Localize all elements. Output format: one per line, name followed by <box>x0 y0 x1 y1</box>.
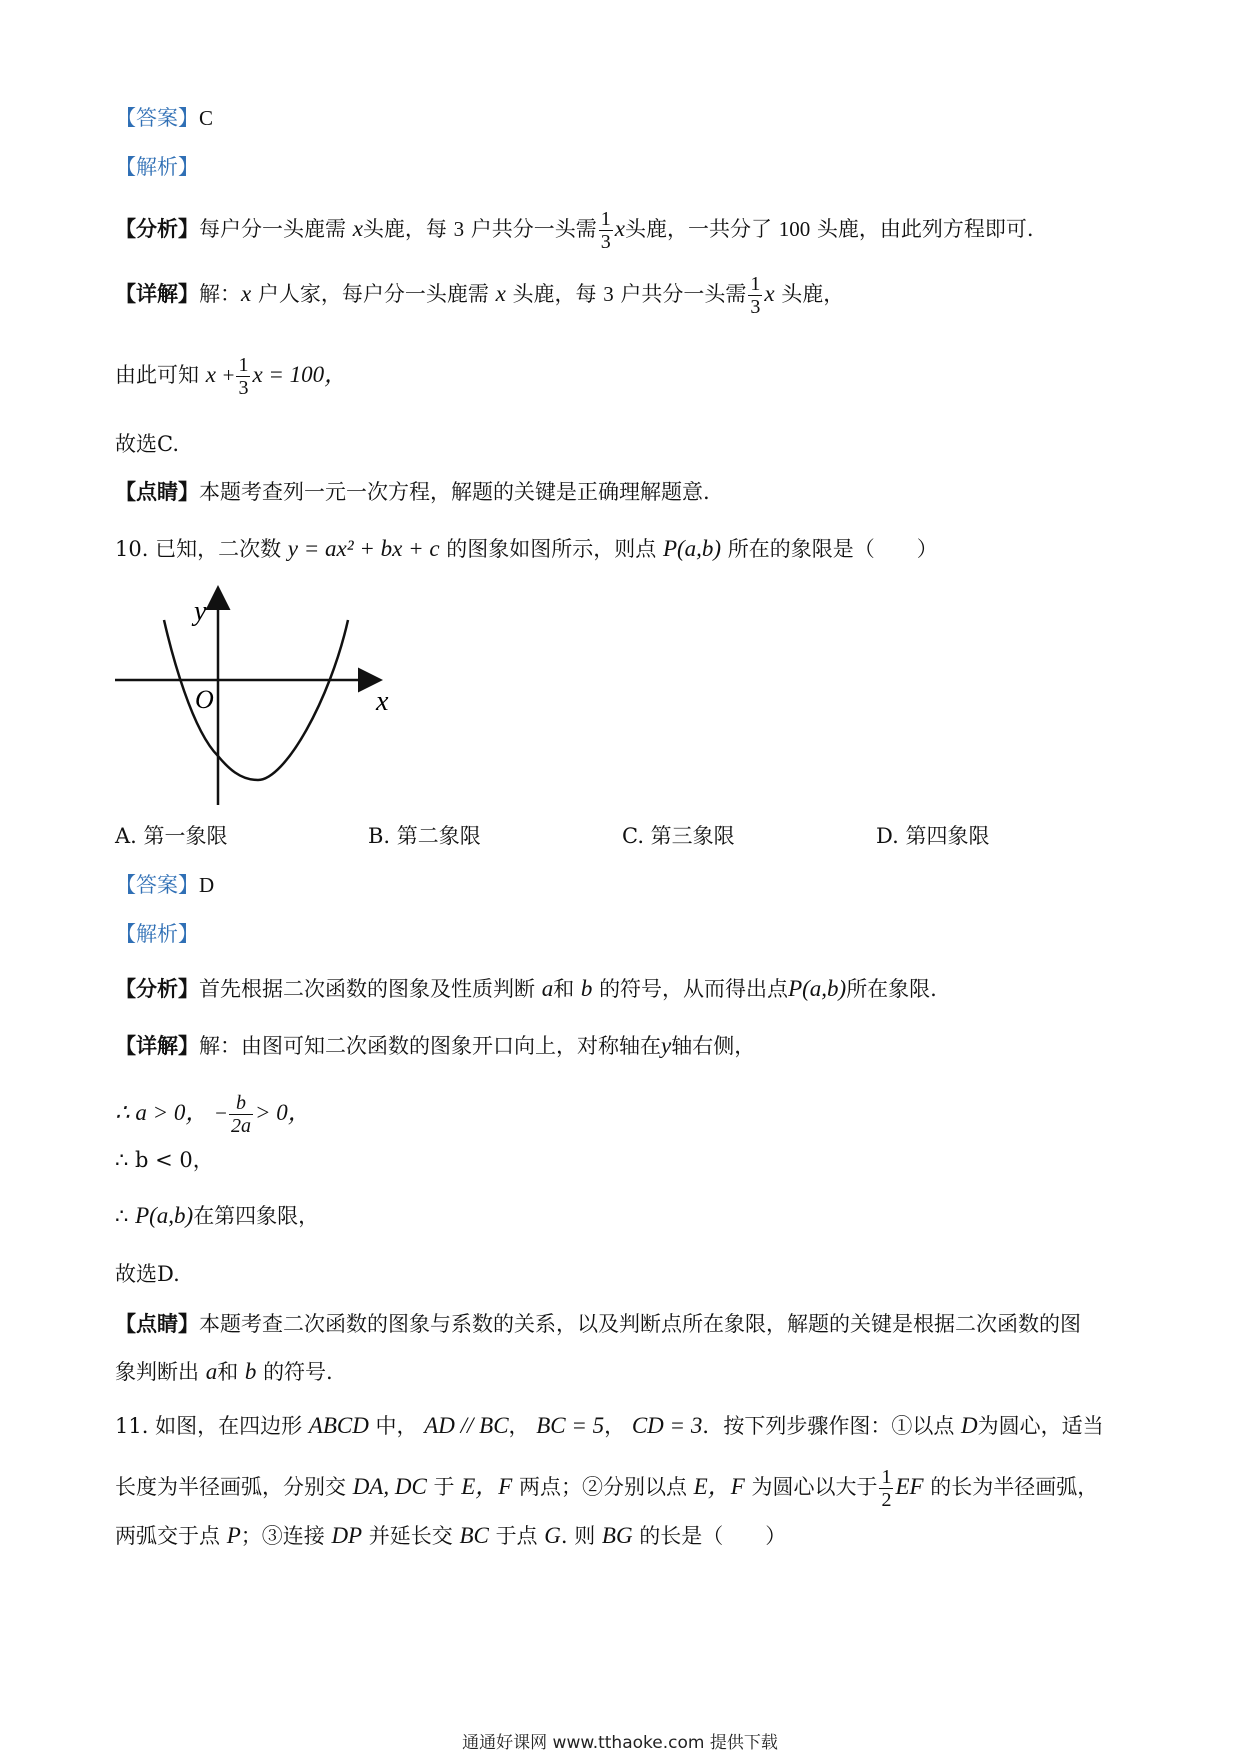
text: 解： <box>199 282 241 306</box>
minus-sign: − <box>215 1101 227 1125</box>
var-a: a <box>205 1359 218 1384</box>
var-y: y <box>661 1033 672 1058</box>
text: 头鹿，每 <box>362 217 447 241</box>
text: 的符号，从而得出点 <box>599 977 789 1001</box>
fraction-one-third <box>599 208 613 253</box>
num-100: 100 <box>778 217 811 241</box>
text: . 则 <box>560 1524 596 1548</box>
step3-q10 <box>115 1202 319 1230</box>
answer-value: C <box>199 106 214 130</box>
analysis-tag: 【分析】 <box>115 216 199 241</box>
therefore: ∴ <box>115 1204 129 1228</box>
frac-den: 2a <box>230 1115 251 1137</box>
analysis-tag: 【分析】 <box>115 976 199 1001</box>
jiexi-tag: 【解析】 <box>115 922 199 946</box>
answer-tag: 【答案】 <box>115 873 199 897</box>
text: 头鹿，每 <box>512 282 597 306</box>
dianjing-tag: 【点睛】 <box>115 479 199 504</box>
text: ， <box>508 1414 530 1438</box>
text: 本题考查二次函数的图象与系数的关系，以及判断点所在象限，解题的关键是根据二次函数的图 <box>199 1312 1081 1336</box>
segment-bg: BG <box>601 1523 633 1548</box>
answer-line-q10 <box>115 871 214 899</box>
text: 户共分一头需 <box>470 217 597 241</box>
answer-value: D <box>199 873 215 897</box>
frac-den: 3 <box>238 377 249 399</box>
option-d: D. 第四象限 <box>876 824 990 848</box>
text: 的长是（ ） <box>639 1524 787 1548</box>
parabola-curve <box>164 620 348 780</box>
segment-bc: BC <box>459 1523 489 1548</box>
fraction-one-third <box>236 354 250 399</box>
plus-sign: + <box>222 363 235 387</box>
answer-tag: 【答案】 <box>115 106 199 130</box>
detail-tag: 【详解】 <box>115 281 199 306</box>
equation-q9 <box>115 354 347 399</box>
frac-num: 1 <box>881 1466 892 1488</box>
frac-den: 2 <box>881 1489 892 1511</box>
text: 户人家，每户分一头鹿需 <box>257 282 489 306</box>
page-footer: 通通好课网 www.tthaoke.com 提供下载 <box>462 1733 778 1753</box>
text: 的符号. <box>263 1360 333 1384</box>
detail-tag: 【详解】 <box>115 1033 199 1058</box>
analysis-q10 <box>115 975 937 1003</box>
text: 所在象限. <box>846 977 937 1001</box>
text: 和 <box>217 1360 239 1384</box>
text: 为圆心以大于 <box>751 1475 878 1499</box>
text: 于 <box>433 1475 455 1499</box>
point-p: P(a,b) <box>788 976 847 1001</box>
text: 每户分一头鹿需 <box>199 217 346 241</box>
text: 的图象如图所示，则点 <box>446 537 657 561</box>
text: 头鹿，一共分了 <box>625 217 772 241</box>
text: 的长为半径画弧， <box>930 1475 1099 1499</box>
points-e-f: E，F <box>693 1474 745 1499</box>
step1-q10 <box>115 1092 311 1137</box>
quadratic-formula: y = ax² + bx + c <box>287 536 440 561</box>
point-p: P(a,b) <box>662 536 722 561</box>
num-3: 3 <box>603 282 614 306</box>
detail-q10 <box>115 1032 755 1060</box>
parabola-graph <box>110 580 410 810</box>
frac-num: 1 <box>600 208 611 230</box>
point-p: P(a,b) <box>135 1203 194 1228</box>
var-x: x <box>352 216 363 241</box>
option-a: A. 第一象限 <box>115 824 228 848</box>
fraction-one-third <box>748 273 762 318</box>
bc-length: BC = 5 <box>536 1413 605 1438</box>
text: 中， <box>375 1414 418 1438</box>
answer-line-q9 <box>115 104 213 132</box>
fraction-b-over-2a <box>229 1092 253 1137</box>
dianjing-q10-l1 <box>115 1310 1081 1338</box>
text: 为圆心，适当 <box>977 1414 1104 1438</box>
quad-abcd: ABCD <box>308 1413 369 1438</box>
var-x: x <box>241 281 252 306</box>
x-axis-label: x <box>376 686 389 717</box>
text: 象判断出 <box>115 1360 199 1384</box>
frac-den: 3 <box>750 296 761 318</box>
question-11-line2 <box>115 1466 1098 1511</box>
text: 在第四象限， <box>193 1204 320 1228</box>
point-g: G <box>544 1523 561 1548</box>
var-x: x <box>614 216 625 241</box>
question-11-line3 <box>115 1522 786 1550</box>
analysis-q9 <box>115 208 1034 253</box>
var-x: x <box>764 281 775 306</box>
text: 轴右侧， <box>671 1034 756 1058</box>
origin-label: O <box>195 685 214 714</box>
text: 10. 已知，二次数 <box>115 537 282 561</box>
dianjing-tag: 【点睛】 <box>115 1311 199 1336</box>
step2-q10: ∴ b < 0， <box>115 1148 214 1172</box>
var-x: x <box>205 362 216 387</box>
frac-num: 1 <box>750 273 761 295</box>
frac-num: 1 <box>238 354 249 376</box>
cd-length: CD = 3 <box>631 1413 703 1438</box>
choice-q10: 故选D. <box>115 1262 180 1286</box>
points-e-f: E，F <box>461 1474 513 1499</box>
dianjing-q9 <box>115 478 710 506</box>
y-axis-label: y <box>194 596 207 627</box>
segment-dp: DP <box>331 1523 363 1548</box>
detail-q9 <box>115 273 844 318</box>
var-b: b <box>580 976 593 1001</box>
text: 头鹿，由此列方程即可. <box>816 217 1034 241</box>
segment-ef: EF <box>895 1474 924 1499</box>
text: 两弧交于点 <box>115 1524 220 1548</box>
fraction-one-half <box>879 1466 893 1511</box>
text: 户共分一头需 <box>620 282 747 306</box>
var-a: a <box>541 976 554 1001</box>
question-10-stem <box>115 535 938 563</box>
question-11-line1 <box>115 1412 1104 1440</box>
option-b: B. 第二象限 <box>368 824 481 848</box>
text: ．按下列步骤作图：①以点 <box>702 1414 955 1438</box>
frac-num: b <box>235 1092 246 1114</box>
text: 所在的象限是（ ） <box>727 537 938 561</box>
gt-zero: > 0， <box>254 1100 311 1125</box>
frac-den: 3 <box>600 231 611 253</box>
text: 长度为半径画弧，分别交 <box>115 1475 346 1499</box>
text: 两点；②分别以点 <box>518 1475 687 1499</box>
point-p: P <box>226 1523 241 1548</box>
text: 解：由图可知二次函数的图象开口向上，对称轴在 <box>199 1034 661 1058</box>
num-3: 3 <box>453 217 465 241</box>
text: ；③连接 <box>240 1524 325 1548</box>
text: 11. 如图，在四边形 <box>115 1414 303 1438</box>
option-c: C. 第三象限 <box>622 824 735 848</box>
text: 头鹿， <box>781 282 845 306</box>
equation-tail: x = 100， <box>252 362 348 387</box>
text: ， <box>604 1414 626 1438</box>
text: 并延长交 <box>368 1524 453 1548</box>
text: 于点 <box>495 1524 538 1548</box>
var-x: x <box>495 281 506 306</box>
a-positive: ∴ a > 0， <box>115 1100 209 1125</box>
dianjing-q10-l2 <box>115 1358 333 1386</box>
var-b: b <box>244 1359 257 1384</box>
text: 和 <box>553 977 575 1001</box>
text: 首先根据二次函数的图象及性质判断 <box>199 977 535 1001</box>
segments-da-dc: DA, DC <box>352 1474 427 1499</box>
choice-q9: 故选C. <box>115 432 179 456</box>
text: 由此可知 <box>115 363 199 387</box>
jiexi-tag: 【解析】 <box>115 155 199 179</box>
text: 本题考查列一元一次方程，解题的关键是正确理解题意. <box>199 480 710 504</box>
point-d: D <box>961 1413 978 1438</box>
ad-parallel-bc: AD // BC <box>424 1413 509 1438</box>
